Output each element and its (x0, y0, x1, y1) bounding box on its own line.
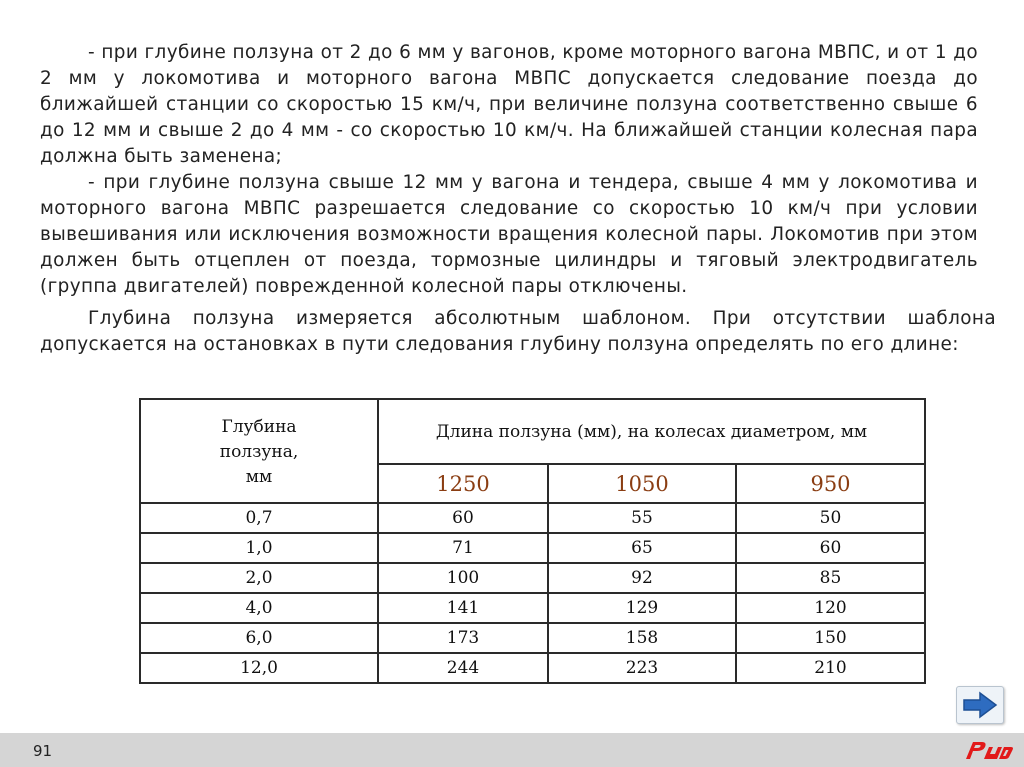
length-header: Длина ползуна (мм), на колесах диаметром, мм (378, 399, 925, 464)
table-cell: 6,0 (140, 623, 378, 653)
table-cell: 92 (548, 563, 736, 593)
table-row (140, 593, 925, 623)
table-cell: 50 (736, 503, 925, 533)
table-row (140, 623, 925, 653)
depth-header-line-2: ползуна, (219, 441, 299, 462)
footer-bar (0, 733, 1024, 767)
table-cell: 141 (378, 593, 548, 623)
table-cell: 12,0 (140, 653, 378, 683)
rzd-logo-icon (962, 737, 1014, 763)
table-cell: 129 (548, 593, 736, 623)
table-cell: 1,0 (140, 533, 378, 563)
table-cell: 244 (378, 653, 548, 683)
table-cell: 71 (378, 533, 548, 563)
depth-header-line-1: Глубина (221, 416, 297, 437)
table-cell: 173 (378, 623, 548, 653)
table-row (140, 563, 925, 593)
table-cell: 4,0 (140, 593, 378, 623)
table-cell: 60 (378, 503, 548, 533)
table-cell: 2,0 (140, 563, 378, 593)
paragraph-1: - при глубине ползуна от 2 до 6 мм у вагонов, кроме моторного вагона МВПС, и от 1 до 2 мм у локомотива и моторного вагона МВПС допускается следование поезда до ближайшей станции со скоростью 15 км/ч, при величине ползуна соответственно свыше 6 до 12 мм и свыше 2 до 4 мм - со скоростью 10 км/ч. На ближайшей станции колесная пара должна быть заменена; (40, 42, 978, 167)
table-cell: 85 (736, 563, 925, 593)
table-cell: 120 (736, 593, 925, 623)
table-cell: 100 (378, 563, 548, 593)
diameter-1050: 1050 (548, 464, 736, 503)
table-row (140, 653, 925, 683)
right-arrow-icon (961, 691, 999, 719)
slide-length-table (139, 398, 926, 684)
depth-header-line-3: мм (245, 466, 273, 487)
table-cell: 65 (548, 533, 736, 563)
table-cell: 210 (736, 653, 925, 683)
table-cell: 55 (548, 503, 736, 533)
table-cell: 60 (736, 533, 925, 563)
table-cell: 158 (548, 623, 736, 653)
table-row (140, 503, 925, 533)
next-slide-button[interactable] (956, 686, 1004, 724)
table-cell: 223 (548, 653, 736, 683)
paragraph-3: Глубина ползуна измеряется абсолютным шаблоном. При отсутствии шаблона допускается на остановках в пути следования глубину ползуна определять по его длине: (40, 308, 996, 355)
table-cell: 150 (736, 623, 925, 653)
body-text (40, 40, 996, 358)
table-row (140, 533, 925, 563)
table-cell: 0,7 (140, 503, 378, 533)
diameter-1250: 1250 (378, 464, 548, 503)
depth-header (140, 399, 378, 503)
page-number: 91 (33, 742, 53, 760)
paragraph-2: - при глубине ползуна свыше 12 мм у вагона и тендера, свыше 4 мм у локомотива и моторного вагона МВПС разрешается следование со скоростью 10 км/ч при условии вывешивания или исключения возможности вращения колесной пары. Локомотив при этом должен быть отцеплен от поезда, тормозные цилиндры и тяговый электродвигатель (группа двигателей) поврежденной колесной пары отключены. (40, 172, 978, 297)
diameter-950: 950 (736, 464, 925, 503)
